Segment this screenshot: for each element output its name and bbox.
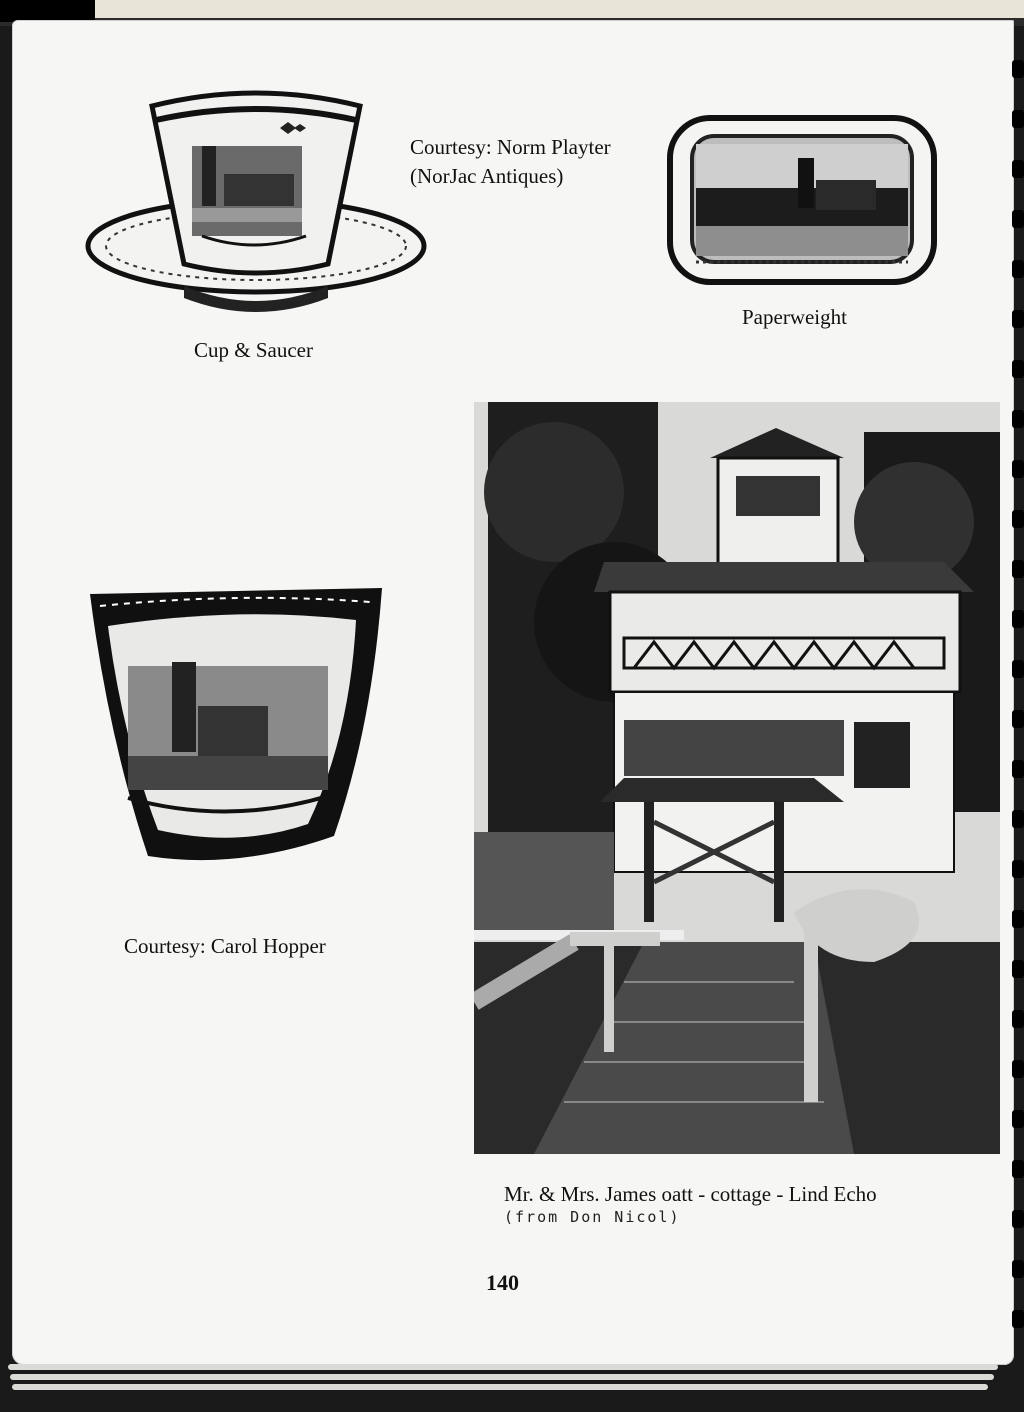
spiral-binding: [1012, 660, 1024, 678]
spiral-binding: [1012, 260, 1024, 278]
spiral-binding: [1012, 110, 1024, 128]
caption-cottage: Mr. & Mrs. James oatt - cottage - Lind Echo: [504, 1182, 877, 1206]
scan-dark-tab: [0, 0, 95, 22]
page-edge: [12, 1384, 988, 1390]
spiral-binding: [1012, 1210, 1024, 1228]
page-edge: [8, 1364, 998, 1370]
scan-light-strip: [95, 0, 1024, 18]
spiral-binding: [1012, 960, 1024, 978]
spiral-binding: [1012, 710, 1024, 728]
cottage-photo: [474, 402, 1000, 1154]
spiral-binding: [1012, 760, 1024, 778]
paperweight-photo: [666, 114, 938, 286]
spiral-binding: [1012, 1060, 1024, 1078]
spiral-binding: [1012, 210, 1024, 228]
spiral-binding: [1012, 60, 1024, 78]
page-number: 140: [486, 1270, 519, 1295]
caption-paperweight: Paperweight: [742, 305, 847, 329]
cup-saucer-photo: [84, 86, 430, 321]
spiral-binding: [1012, 1310, 1024, 1328]
spiral-binding: [1012, 860, 1024, 878]
handwritten-note: (from Don Nicol): [504, 1208, 681, 1226]
book-page: [12, 20, 1014, 1365]
caption-cup-saucer: Cup & Saucer: [194, 338, 313, 362]
spiral-binding: [1012, 1010, 1024, 1028]
spiral-binding: [1012, 610, 1024, 628]
spiral-binding: [1012, 560, 1024, 578]
spiral-binding: [1012, 810, 1024, 828]
caption-norjac: (NorJac Antiques): [410, 164, 564, 188]
spiral-binding: [1012, 1110, 1024, 1128]
caption-courtesy-norm: Courtesy: Norm Playter: [410, 135, 611, 159]
spiral-binding: [1012, 910, 1024, 928]
cup-photo: [88, 586, 382, 868]
spiral-binding: [1012, 510, 1024, 528]
spiral-binding: [1012, 160, 1024, 178]
spiral-binding: [1012, 460, 1024, 478]
spiral-binding: [1012, 360, 1024, 378]
spiral-binding: [1012, 310, 1024, 328]
page-edge: [10, 1374, 994, 1380]
spiral-binding: [1012, 1260, 1024, 1278]
spiral-binding: [1012, 1160, 1024, 1178]
spiral-binding: [1012, 410, 1024, 428]
caption-courtesy-carol: Courtesy: Carol Hopper: [124, 934, 326, 958]
